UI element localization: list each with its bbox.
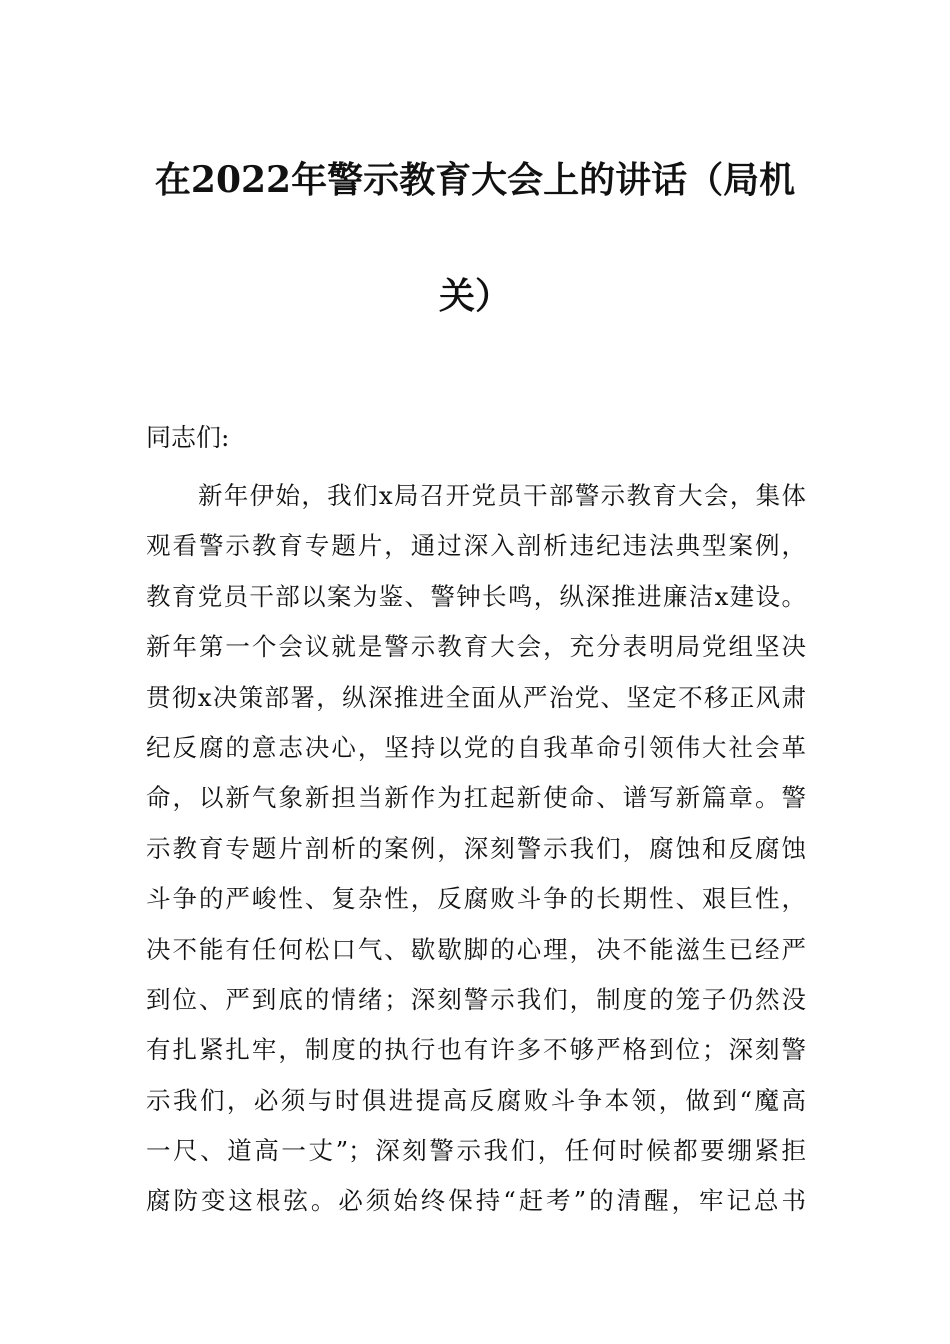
body-paragraph [146,476,806,1232]
salutation: 同志们: [146,423,230,452]
body-line: 决不能有任何松口气、歇歇脚的心理，决不能滋生已经严 [146,934,806,964]
body-line: 贯彻x决策部署，纵深推进全面从严治党、坚定不移正风肃 [146,682,806,712]
body-line: 一尺、道高一丈”；深刻警示我们，任何时候都要绷紧拒 [146,1136,806,1166]
body-line: 教育党员干部以案为鉴、警钟长鸣，纵深推进廉洁x建设。 [146,581,806,611]
body-line: 示教育专题片剖析的案例，深刻警示我们，腐蚀和反腐蚀 [146,833,806,863]
body-line: 到位、严到底的情绪；深刻警示我们，制度的笼子仍然没 [146,984,806,1014]
body-line: 观看警示教育专题片，通过深入剖析违纪违法典型案例， [146,531,806,561]
document-title-line-1: 在2022年警示教育大会上的讲话（局机 [154,159,796,201]
body-line: 腐防变这根弦。必须始终保持“赶考”的清醒，牢记总书 [146,1186,806,1216]
body-line: 命，以新气象新担当新作为扛起新使命、谱写新篇章。警 [146,783,806,813]
body-line: 示我们，必须与时俱进提高反腐败斗争本领，做到“魔高 [146,1085,806,1115]
body-line: 斗争的严峻性、复杂性，反腐败斗争的长期性、艰巨性， [146,884,806,914]
body-line: 纪反腐的意志决心，坚持以党的自我革命引领伟大社会革 [146,732,806,762]
document-title-line-2: 关） [438,275,511,317]
body-line: 有扎紧扎牢，制度的执行也有许多不够严格到位；深刻警 [146,1035,806,1065]
body-line: 新年第一个会议就是警示教育大会，充分表明局党组坚决 [146,632,806,662]
body-line: 新年伊始，我们x局召开党员干部警示教育大会，集体 [198,481,806,510]
